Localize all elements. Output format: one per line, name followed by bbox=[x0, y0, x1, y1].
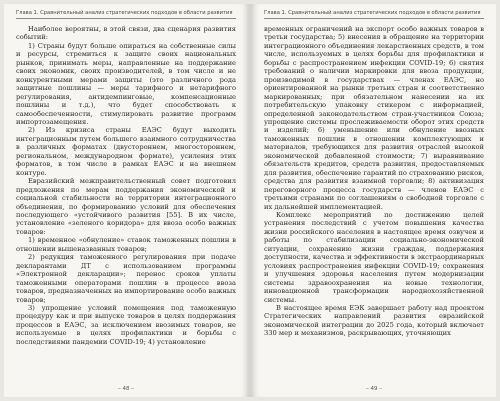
paragraph: В настоящее время ЕЭК завершает работу над проектом Стратегических направлений развития евразийской экономической интеграции до 2025 года, который включает 330 мер и механизмов, раскрывающих, уточняющих bbox=[264, 303, 484, 338]
left-page bbox=[4, 4, 248, 397]
paragraph: временных ограничений на экспорт особо важных товаров в третьи государства; 5) внесения в обращение на территории интеграционного объединения лекарственных средств, в том числе, используемых в целях борьбы для профилактики и борьбы с распространением инфекции COVID-19; 6) снятия требований о наличии маркировки для ввоза продукции, производимой в государствах — членах ЕАЭС, но ориентированной на рынки третьих стран и соответственно маркированных; при обязательном нанесении на их потребительскую упаковку стикером с информацией, определенной законодательством стран-участников Союза; упрощение системы прослеживаемости оборот этих средств и изделий; 6) уменьшение или обнуление ввозных таможенных пошлин в отношении комплектующих и материалов, требующихся для развития отраслей высокой экономической добавленной стоимости; 7) выравнивание обязательств кредитов, средств развития, предоставляемых для развития, обеспечение гарантий по страхованию рисков, средства для развития взаимной торговли; 8) активизация переговорного процесса государств — членов ЕАЭС с третьими странами по соглашениям о свободной торговле с их дальнейшей имплементацией. bbox=[264, 25, 484, 211]
paragraph: 3) упрощение условий помещения под таможенную процедуру как и при выпуске товаров в целях поддержания процессов в ЕАЭС, за исключением ввозимых товаров, не используемые в целях профилактики и борьбы с последствиями пандемии COVID-19; 4) установление bbox=[16, 303, 236, 346]
page-number: – 48 – bbox=[118, 386, 134, 392]
paragraph: Евразийский межправительственный совет подготовил предложения по мерам поддержания экономической и социальной стабильности на территории интеграционного объединения, по формированию условий для обеспечения последующего «устойчивого развития [55]. В их числе, установление «зеленого коридора» для ввоза особо важных товаров: bbox=[16, 177, 236, 236]
paragraph: 1) временное «обнуление» ставок таможенных пошлин в отношении вышеназванных товаров; bbox=[16, 236, 236, 253]
paragraph: Наиболее вероятны, в этой связи, два сценария развития событий: bbox=[16, 25, 236, 42]
page-number: – 49 – bbox=[366, 386, 382, 392]
paragraph: 1) Страны будут больше опираться на собственные силы и ресурсы, стремиться к защите своих национальных рынков, принимать меры, направленные на поддержание своих экономик, своих производителей, в том числе и не конкурентными мерами защиты (это различного рода защитные пошлины — меры тарифного и нетарифного регулирования, антидемпинговые, компенсационные пошлины и т.д.), что будет способствовать к самообеспеченности, стимулировать развитие программ импортозамещения. bbox=[16, 41, 236, 126]
paragraph: 2) Из кризиса страны ЕАЭС будут выходить интеграционным путем большего взаимного сотрудничества в различных форматах (двустороннем, многостороннем, региональном, международном формате), усиления этих форматов, в том числе в рамках ЕАЭС и на внешнем контуре. bbox=[16, 126, 236, 177]
page-text bbox=[264, 25, 484, 375]
running-header: Глава 1. Сравнительный анализ стратегических подходов в области развития bbox=[16, 10, 236, 19]
paragraph: Комплекс мероприятий по достижению целей устранения последствий с учетом повышения качества жизни российского населения в настоящее время озвучен и работы по стабилизации социально-экономической ситуации, сохранению жизни граждан, поддержания доступности, качества и эффективности в экстраординарных условиях распространения инфекции COVID-19; сохранения и улучшения здоровья населения путем модернизации системы здравоохранения на новые технологии, инновационной трансформации народнохозяйственной системы. bbox=[264, 210, 484, 304]
paragraph: 2) редукция таможенного регулирования при подаче декларантами ДТ с использованием программы «Электронной декларации»; перенос сроков уплаты таможенными операторами пошлин в процессе ввоза товаров, предназначенных на импортирование особо важных товаров; bbox=[16, 253, 236, 304]
page-text bbox=[16, 25, 236, 375]
running-header: Глава 1. Сравнительный анализ стратегических подходов в области развития bbox=[264, 10, 484, 19]
right-page bbox=[252, 4, 496, 397]
